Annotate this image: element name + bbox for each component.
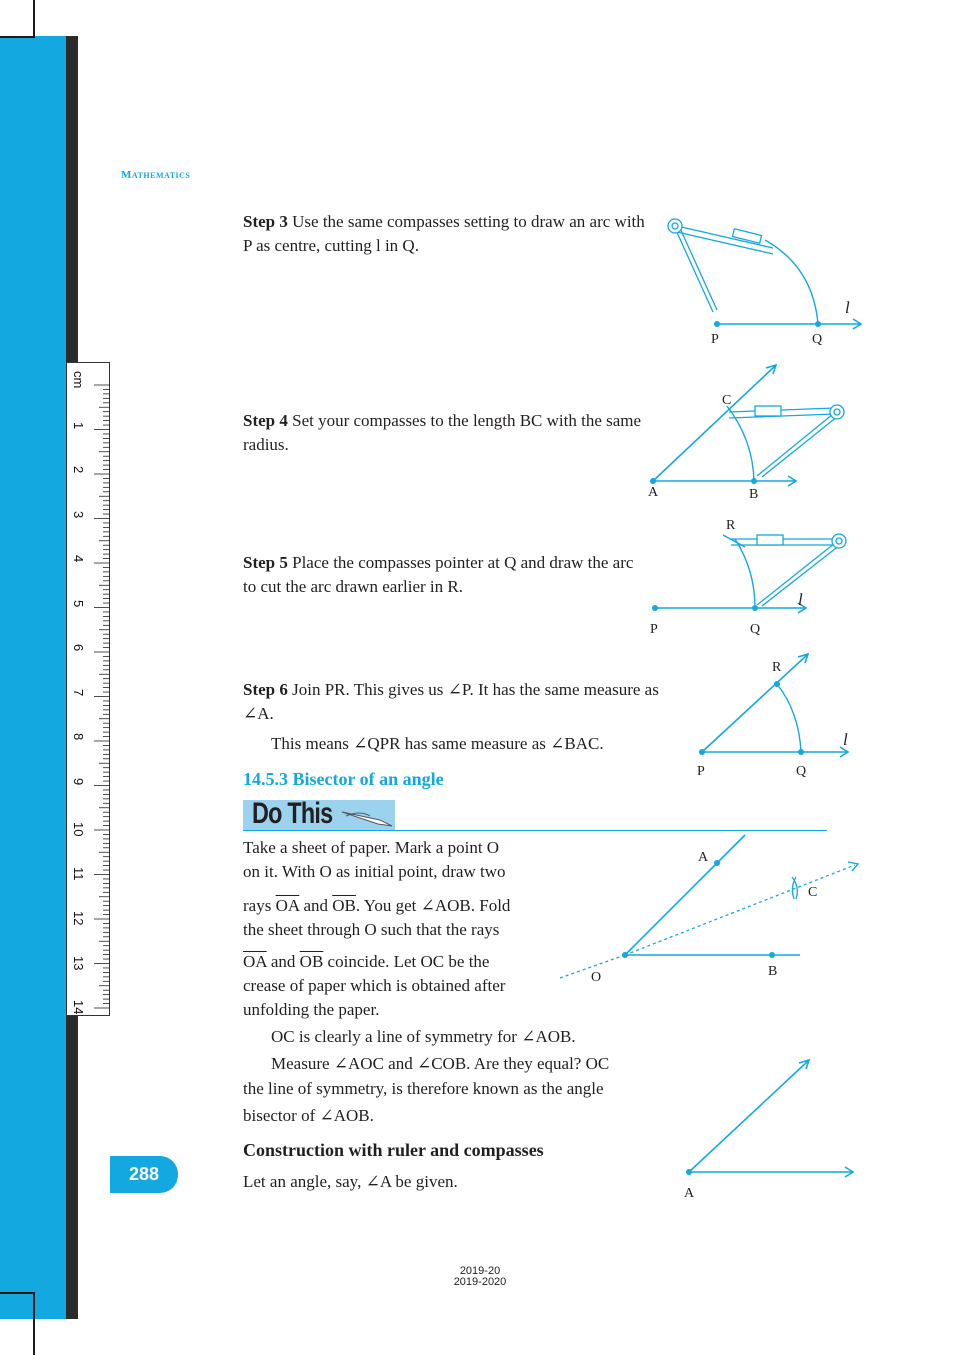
label-b: B [768,964,778,979]
point-b [769,952,775,958]
ruler-number: 6 [71,644,86,652]
angle-symbol: ∠AOC [333,1054,384,1073]
ruler-number: 2 [71,466,86,474]
angle-symbol: ∠A [243,704,270,723]
label-l: l [798,590,803,609]
crop-mark [0,1292,34,1294]
text: rays [243,896,272,915]
point-p [652,605,658,611]
angle-symbol: ∠COB [416,1054,467,1073]
ruler-number: 3 [71,510,86,518]
ray-upper [689,1061,808,1172]
dothis-line-6: crease of paper which is obtained after [243,976,506,995]
step-3-label: Step 3 [243,212,288,231]
footer-line-1: 2019-20 [459,1265,501,1277]
symmetry-sentence [271,1025,691,1049]
ray-oa: $\overline{OA}$ [243,952,267,971]
ruler-number: 9 [71,777,86,785]
angle-symbol: ∠AOB [521,1027,572,1046]
ruler-number: 10 [71,822,86,837]
label-o: O [591,970,602,985]
ruler-number: 8 [71,733,86,741]
text: OC is clearly a line of symmetry for [271,1027,517,1046]
step-3-body: Use the same compasses setting to draw an arc with P as centre, cutting l in Q. [243,212,645,255]
dothis-line-7: unfolding the paper. [243,1000,380,1019]
arc [735,539,755,608]
point-p [714,321,720,327]
page-number: 288 [110,1156,178,1193]
figure-bisector [560,835,870,985]
ruler [66,362,110,1016]
text: be given. [395,1172,458,1191]
label-p: P [711,332,719,347]
ruler-number: 14 [71,1000,86,1015]
do-this-label: Do This [252,797,333,830]
label-a: A [684,1186,695,1201]
ruler-number: 12 [71,911,86,926]
label-c: C [722,393,732,408]
label-l: l [843,730,848,749]
ray-oa: $\overline{OA}$ [275,896,300,915]
angle-symbol: ∠A [365,1172,392,1191]
step-6-label: Step 6 [243,680,288,699]
label-l: l [845,298,850,317]
point-a [686,1169,692,1175]
label-c: C [808,885,818,900]
ray-pr [702,655,807,752]
note-mid: has same measure as [404,734,546,753]
step-6-body-b: . It has the same measure as [469,680,659,699]
label-a: A [698,850,709,865]
crop-mark [33,0,35,38]
step-4-label: Step 4 [243,411,288,430]
point-o [622,952,628,958]
ray-oc [625,865,855,955]
step-4-text [243,409,643,457]
arc-cut [792,877,796,899]
compasses [731,534,846,606]
point-a [650,478,656,484]
ruler-number: 13 [71,955,86,970]
arc [765,240,818,324]
measure-line-3 [243,1104,693,1128]
label-a: A [648,485,659,500]
construction-heading: Construction with ruler and compasses [243,1140,544,1160]
step-5-body: Place the compasses pointer at Q and draw the arc to cut the arc drawn earlier in R. [243,553,634,596]
angle-symbol: ∠P [447,680,470,699]
label-r: R [772,660,782,675]
step-6-body-a: Join PR. This gives us [292,680,444,699]
ruler-number: 1 [71,421,86,429]
ruler-number: 7 [71,688,86,696]
text: . Are they equal? OC [466,1054,610,1073]
dothis-line-2: on it. With O as initial point, draw two [243,862,506,881]
step-5-text [243,551,643,599]
step-4-body: Set your compasses to the length BC with the same radius. [243,411,642,454]
do-this-rule [243,830,827,831]
note-end: . [599,734,604,753]
text: . Fold [470,896,511,915]
compasses [668,219,773,312]
angle-symbol: ∠QPR [353,734,401,753]
angle-symbol: ∠AOB [319,1106,370,1125]
crop-mark [33,1292,35,1355]
crop-mark [0,36,34,38]
label-q: Q [812,332,823,347]
running-header: Mathematics [121,169,191,181]
figure-given-angle [682,1055,862,1180]
text: . [571,1027,576,1046]
note-lead: This means [271,734,349,753]
ray-ob: $\overline{OB}$ [332,896,356,915]
step-6-body-c: . [269,704,274,723]
step-6-note [271,732,701,756]
point-a [714,860,720,866]
angle-symbol: ∠BAC [550,734,600,753]
text: . You get [355,896,417,915]
dothis-line-4: the sheet through O such that the rays [243,920,500,939]
text: Let an angle, say, [243,1172,362,1191]
ray-ob: $\overline{OB}$ [299,952,324,971]
left-color-band [0,36,66,1319]
dothis-line-5 [243,950,553,974]
label-b: B [749,487,759,502]
text: Measure [271,1054,330,1073]
label-p: P [697,764,705,779]
step-5-label: Step 5 [243,553,288,572]
text: coincide. Let OC be the [327,952,490,971]
label-q: Q [750,622,761,637]
angle-symbol: ∠AOB [420,896,471,915]
section-heading: 14.5.3 Bisector of an angle [243,769,444,789]
ruler-number: 11 [71,866,86,880]
measure-line-1 [271,1052,691,1076]
figure-step-3 [655,212,870,332]
text: bisector of [243,1106,316,1125]
text: and [388,1054,413,1073]
text: and [303,896,328,915]
arc [777,684,801,752]
step-3-text [243,210,653,258]
ray-ac [653,366,775,481]
point-p [699,749,705,755]
ruler-number: 4 [71,555,86,563]
pen-icon [340,806,396,828]
figure-step-5 [645,515,865,615]
label-r: R [726,518,736,533]
dothis-line-1: Take a sheet of paper. Mark a point O [243,838,500,857]
text: and [270,952,296,971]
construction-text [243,1170,643,1194]
footer-line-2: 2019-2020 [453,1276,507,1288]
measure-line-2: the line of symmetry, is therefore known as the angle [243,1079,604,1098]
step-6-text [243,678,693,726]
ray-oa [625,835,745,955]
ruler-number: 5 [71,599,86,607]
label-q: Q [796,764,807,779]
text: . [369,1106,374,1125]
dothis-line-3 [243,894,553,918]
ruler-unit: cm [71,371,86,389]
figure-step-4 [645,360,860,490]
label-p: P [650,622,658,637]
